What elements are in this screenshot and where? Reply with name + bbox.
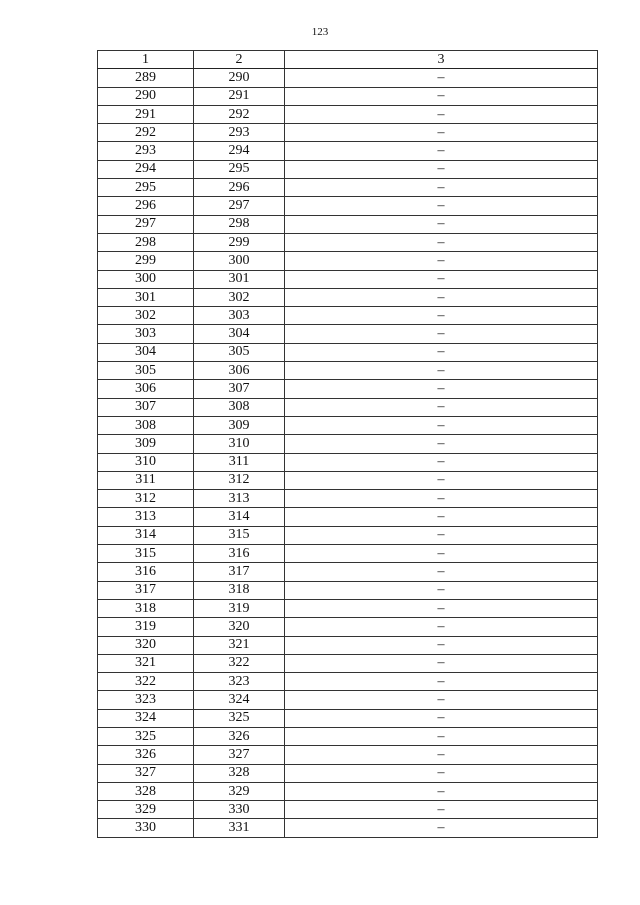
cell-col-1: 315: [98, 545, 194, 563]
table-row: [98, 307, 598, 325]
table-row: [98, 526, 598, 544]
cell-col-3: –: [285, 288, 598, 306]
cell-col-1: 295: [98, 179, 194, 197]
table-row: [98, 727, 598, 745]
cell-col-1: 329: [98, 801, 194, 819]
column-header-2: 2: [194, 51, 285, 69]
table-row: [98, 581, 598, 599]
cell-col-2: 323: [194, 673, 285, 691]
cell-col-3: –: [285, 618, 598, 636]
table-row: [98, 545, 598, 563]
cell-col-1: 312: [98, 490, 194, 508]
cell-col-2: 293: [194, 124, 285, 142]
table-row: [98, 160, 598, 178]
table-row: [98, 508, 598, 526]
table-row: [98, 599, 598, 617]
cell-col-1: 309: [98, 435, 194, 453]
cell-col-1: 320: [98, 636, 194, 654]
cell-col-2: 316: [194, 545, 285, 563]
table-row: [98, 691, 598, 709]
cell-col-1: 307: [98, 398, 194, 416]
cell-col-1: 306: [98, 380, 194, 398]
cell-col-3: –: [285, 87, 598, 105]
table-row: [98, 764, 598, 782]
cell-col-1: 292: [98, 124, 194, 142]
cell-col-1: 310: [98, 453, 194, 471]
cell-col-1: 303: [98, 325, 194, 343]
cell-col-3: –: [285, 526, 598, 544]
cell-col-3: –: [285, 105, 598, 123]
cell-col-1: 290: [98, 87, 194, 105]
cell-col-3: –: [285, 142, 598, 160]
column-header-3: 3: [285, 51, 598, 69]
cell-col-3: –: [285, 727, 598, 745]
table-row: [98, 325, 598, 343]
table-row: [98, 252, 598, 270]
cell-col-2: 300: [194, 252, 285, 270]
cell-col-3: –: [285, 563, 598, 581]
cell-col-3: –: [285, 270, 598, 288]
cell-col-2: 320: [194, 618, 285, 636]
table-row: [98, 471, 598, 489]
cell-col-1: 291: [98, 105, 194, 123]
cell-col-1: 313: [98, 508, 194, 526]
table-row: [98, 197, 598, 215]
cell-col-2: 303: [194, 307, 285, 325]
cell-col-3: –: [285, 545, 598, 563]
cell-col-1: 322: [98, 673, 194, 691]
cell-col-3: –: [285, 398, 598, 416]
cell-col-3: –: [285, 325, 598, 343]
cell-col-2: 297: [194, 197, 285, 215]
cell-col-3: –: [285, 764, 598, 782]
table-header: [98, 51, 598, 69]
cell-col-2: 330: [194, 801, 285, 819]
table-row: [98, 233, 598, 251]
table-row: [98, 709, 598, 727]
cell-col-3: –: [285, 819, 598, 837]
table-row: [98, 270, 598, 288]
table-row: [98, 142, 598, 160]
table-row: [98, 87, 598, 105]
table-row: [98, 215, 598, 233]
cell-col-2: 325: [194, 709, 285, 727]
cell-col-1: 324: [98, 709, 194, 727]
cell-col-2: 299: [194, 233, 285, 251]
cell-col-2: 313: [194, 490, 285, 508]
cell-col-3: –: [285, 179, 598, 197]
cell-col-1: 301: [98, 288, 194, 306]
cell-col-2: 302: [194, 288, 285, 306]
table-row: [98, 782, 598, 800]
cell-col-2: 305: [194, 343, 285, 361]
cell-col-2: 295: [194, 160, 285, 178]
cell-col-3: –: [285, 709, 598, 727]
cell-col-2: 322: [194, 654, 285, 672]
cell-col-1: 304: [98, 343, 194, 361]
cell-col-1: 319: [98, 618, 194, 636]
cell-col-1: 330: [98, 819, 194, 837]
cell-col-2: 310: [194, 435, 285, 453]
page-number: 123: [311, 26, 329, 38]
cell-col-3: –: [285, 307, 598, 325]
cell-col-1: 300: [98, 270, 194, 288]
cell-col-1: 297: [98, 215, 194, 233]
cell-col-2: 296: [194, 179, 285, 197]
cell-col-3: –: [285, 581, 598, 599]
table-row: [98, 69, 598, 87]
table-row: [98, 288, 598, 306]
cell-col-1: 289: [98, 69, 194, 87]
cell-col-3: –: [285, 490, 598, 508]
cell-col-1: 294: [98, 160, 194, 178]
cell-col-3: –: [285, 636, 598, 654]
cell-col-2: 328: [194, 764, 285, 782]
cell-col-1: 327: [98, 764, 194, 782]
table-row: [98, 801, 598, 819]
cell-col-2: 326: [194, 727, 285, 745]
cell-col-3: –: [285, 233, 598, 251]
table-header-row: [98, 51, 598, 69]
cell-col-3: –: [285, 215, 598, 233]
cell-col-1: 317: [98, 581, 194, 599]
cell-col-3: –: [285, 673, 598, 691]
cell-col-3: –: [285, 362, 598, 380]
cell-col-2: 298: [194, 215, 285, 233]
cell-col-3: –: [285, 654, 598, 672]
cell-col-2: 312: [194, 471, 285, 489]
table-row: [98, 179, 598, 197]
table-row: [98, 124, 598, 142]
cell-col-3: –: [285, 435, 598, 453]
cell-col-3: –: [285, 782, 598, 800]
cell-col-3: –: [285, 343, 598, 361]
cell-col-1: 299: [98, 252, 194, 270]
cell-col-3: –: [285, 746, 598, 764]
table-row: [98, 398, 598, 416]
cell-col-1: 314: [98, 526, 194, 544]
cell-col-3: –: [285, 380, 598, 398]
table-row: [98, 654, 598, 672]
cell-col-1: 326: [98, 746, 194, 764]
cell-col-1: 321: [98, 654, 194, 672]
cell-col-2: 291: [194, 87, 285, 105]
cell-col-2: 324: [194, 691, 285, 709]
cell-col-2: 314: [194, 508, 285, 526]
cell-col-2: 327: [194, 746, 285, 764]
cell-col-1: 298: [98, 233, 194, 251]
cell-col-2: 309: [194, 416, 285, 434]
cell-col-1: 311: [98, 471, 194, 489]
cell-col-3: –: [285, 416, 598, 434]
cell-col-2: 292: [194, 105, 285, 123]
cell-col-1: 302: [98, 307, 194, 325]
column-header-1: 1: [98, 51, 194, 69]
cell-col-1: 293: [98, 142, 194, 160]
table-row: [98, 636, 598, 654]
cell-col-1: 305: [98, 362, 194, 380]
table-row: [98, 105, 598, 123]
cell-col-3: –: [285, 508, 598, 526]
cell-col-2: 301: [194, 270, 285, 288]
cell-col-2: 317: [194, 563, 285, 581]
cell-col-2: 315: [194, 526, 285, 544]
cell-col-3: –: [285, 69, 598, 87]
table-row: [98, 819, 598, 837]
cell-col-1: 296: [98, 197, 194, 215]
cell-col-2: 318: [194, 581, 285, 599]
cell-col-2: 294: [194, 142, 285, 160]
cell-col-3: –: [285, 252, 598, 270]
cell-col-3: –: [285, 599, 598, 617]
cell-col-2: 308: [194, 398, 285, 416]
cell-col-3: –: [285, 691, 598, 709]
table-row: [98, 343, 598, 361]
data-table: [97, 50, 598, 838]
table-row: [98, 380, 598, 398]
table-row: [98, 362, 598, 380]
table-row: [98, 490, 598, 508]
table-body: [98, 69, 598, 837]
cell-col-2: 331: [194, 819, 285, 837]
cell-col-3: –: [285, 124, 598, 142]
cell-col-2: 311: [194, 453, 285, 471]
cell-col-2: 304: [194, 325, 285, 343]
table-row: [98, 563, 598, 581]
cell-col-2: 329: [194, 782, 285, 800]
cell-col-1: 308: [98, 416, 194, 434]
cell-col-3: –: [285, 197, 598, 215]
cell-col-2: 290: [194, 69, 285, 87]
cell-col-3: –: [285, 801, 598, 819]
cell-col-1: 318: [98, 599, 194, 617]
table-row: [98, 416, 598, 434]
cell-col-2: 307: [194, 380, 285, 398]
cell-col-2: 319: [194, 599, 285, 617]
cell-col-2: 321: [194, 636, 285, 654]
cell-col-2: 306: [194, 362, 285, 380]
cell-col-1: 323: [98, 691, 194, 709]
cell-col-3: –: [285, 160, 598, 178]
cell-col-1: 316: [98, 563, 194, 581]
cell-col-1: 325: [98, 727, 194, 745]
table-row: [98, 618, 598, 636]
table-row: [98, 673, 598, 691]
table-row: [98, 435, 598, 453]
cell-col-1: 328: [98, 782, 194, 800]
table-row: [98, 453, 598, 471]
table-row: [98, 746, 598, 764]
cell-col-3: –: [285, 471, 598, 489]
cell-col-3: –: [285, 453, 598, 471]
